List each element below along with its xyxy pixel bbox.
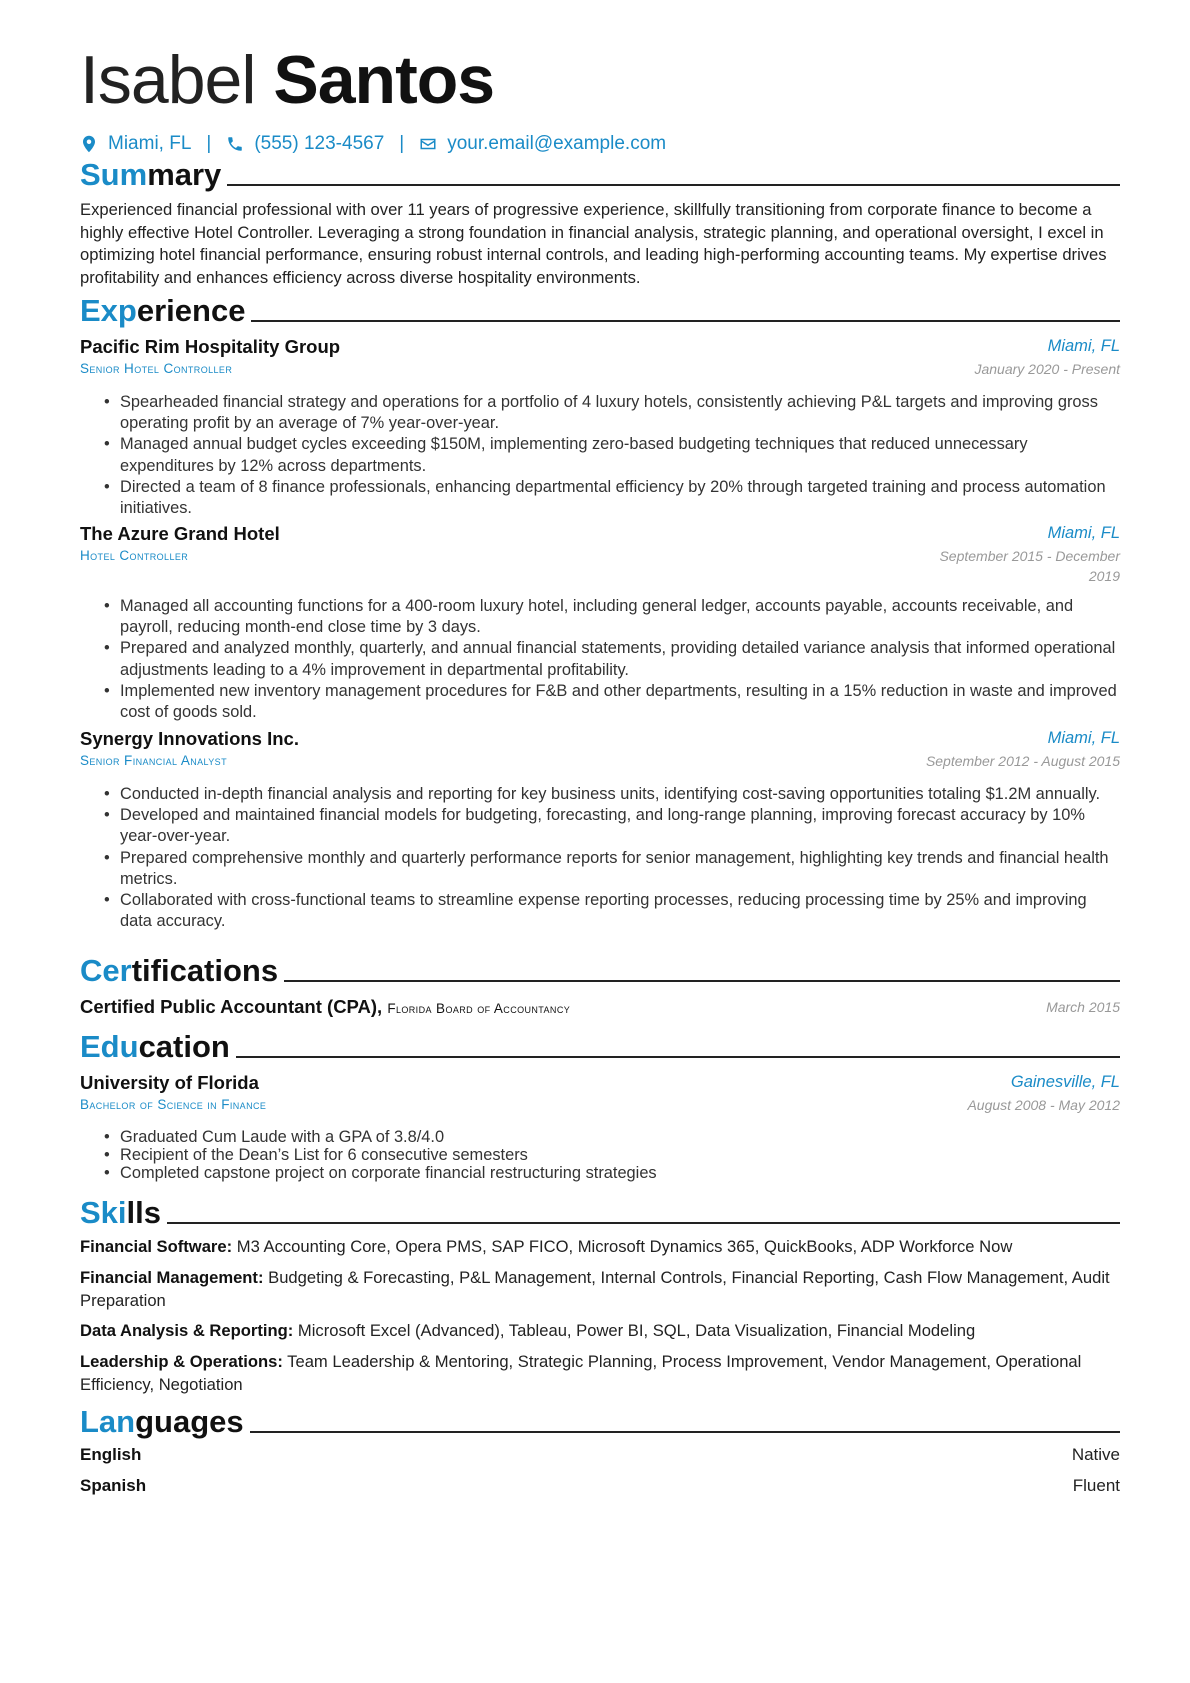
section-rule: [167, 1222, 1120, 1224]
map-pin-icon: [80, 135, 98, 153]
contact-line: [80, 133, 666, 155]
job-bullets: [120, 784, 1120, 932]
summary-text: Experienced financial professional with over 11 years of progressive experience, skillfully transitioning from corporate finance to become a highly effective Hotel Controller. Leveraging a strong foundation in financial analysis, strategic planning, and operational oversight, I excel in optimizing hotel financial performance, ensuring robust internal controls, and leading high-performing accounting teams. My expertise drives profitability and enhances efficiency across diverse hospitality environments.: [80, 200, 1107, 287]
job-location: Miami, FL: [1047, 729, 1120, 747]
section-rule: [250, 1431, 1120, 1433]
skill-label: Leadership & Operations:: [80, 1352, 283, 1371]
section-title: Certifications: [80, 953, 279, 988]
job-company: The Azure Grand Hotel: [80, 523, 280, 544]
section-title: Skills: [80, 1195, 161, 1230]
email-link: your.email@example.com: [447, 133, 667, 154]
section-title: Education: [80, 1029, 230, 1064]
job-dates-line: 2019: [1088, 568, 1120, 584]
degree: Bachelor of Science in Finance: [80, 1097, 267, 1112]
list-item: • Managed annual budget cycles exceeding $150M, implementing zero-based budgeting techniques that reduced unnecessary expenditures by 12% across departments.: [120, 434, 1120, 476]
skill-label: Financial Management:: [80, 1268, 264, 1287]
cert-name: Certified Public Accountant (CPA): [80, 996, 378, 1017]
section-certifications-heading: [80, 953, 1120, 989]
job-dates: January 2020 - Present: [974, 361, 1120, 377]
list-item: • Implemented new inventory management procedures for F&B and other departments, resulting in a 15% reduction in waste and improved cost of goods sold.: [120, 681, 1120, 723]
language-name: English: [80, 1445, 142, 1464]
contact-separator: |: [206, 133, 212, 154]
language-level: Fluent: [1072, 1476, 1120, 1495]
cert-issuer: Florida Board of Accountancy: [387, 1001, 571, 1016]
contact-separator: |: [399, 133, 405, 154]
envelope-icon: [419, 135, 437, 153]
section-rule: [284, 980, 1120, 982]
location-text: Miami, FL: [108, 133, 192, 154]
job-location: Miami, FL: [1047, 337, 1120, 355]
list-item: • Spearheaded financial strategy and operations for a portfolio of 4 luxury hotels, consistently achieving P&L targets and improving gross operating profit by an average of 7% year-over-year.: [120, 392, 1120, 434]
section-summary-heading: [80, 157, 1120, 193]
section-rule: [227, 184, 1120, 186]
skill-value: Team Leadership & Mentoring, Strategic Planning, Process Improvement, Vendor Management, Operational Efficiency, Negotiation: [80, 1352, 1082, 1394]
phone-icon: [226, 135, 244, 153]
job-bullets: [120, 392, 1120, 519]
list-item: • Graduated Cum Laude with a GPA of 3.8/4.0: [120, 1128, 1120, 1146]
list-item: • Recipient of the Dean’s List for 6 consecutive semesters: [120, 1146, 1120, 1164]
section-rule: [251, 320, 1120, 322]
job-dates-line: September 2015 - December: [939, 548, 1120, 564]
section-skills-heading: [80, 1195, 1120, 1231]
contact-phone[interactable]: [226, 133, 384, 155]
list-item: • Prepared and analyzed monthly, quarterly, and annual financial statements, providing detailed variance analysis that informed operational adjustments leading to a 4% improvement in departmental profitability.: [120, 638, 1120, 680]
skill-row: [80, 1236, 1120, 1259]
candidate-name: [80, 40, 494, 120]
list-item: • Managed all accounting functions for a 400-room luxury hotel, including general ledger, accounts payable, accounts receivable, and payroll, reducing month-end close time by 3 days.: [120, 596, 1120, 638]
list-item: • Completed capstone project on corporate financial restructuring strategies: [120, 1164, 1120, 1182]
language-name: Spanish: [80, 1476, 147, 1495]
job-dates: September 2012 - August 2015: [925, 753, 1120, 769]
section-education-heading: [80, 1029, 1120, 1065]
first-name: Isabel: [80, 42, 256, 118]
section-title: Languages: [80, 1404, 244, 1439]
list-item: • Developed and maintained financial models for budgeting, forecasting, and long-range planning, improving forecast accuracy by 10% year-over-year.: [120, 805, 1120, 847]
job-role: Senior Hotel Controller: [80, 361, 233, 376]
section-title: Summary: [80, 157, 222, 192]
list-item: • Directed a team of 8 finance professionals, enhancing departmental efficiency by 20% through targeted training and process automation initiatives.: [120, 477, 1120, 519]
skill-label: Data Analysis & Reporting:: [80, 1321, 294, 1340]
job-role: Senior Financial Analyst: [80, 753, 227, 768]
phone-text: (555) 123-4567: [254, 133, 385, 154]
job-location: Miami, FL: [1047, 524, 1120, 542]
skill-value: Microsoft Excel (Advanced), Tableau, Power BI, SQL, Data Visualization, Financial Modeling: [297, 1321, 976, 1340]
job-company: Pacific Rim Hospitality Group: [80, 336, 341, 357]
contact-location: [80, 133, 191, 155]
section-rule: [236, 1056, 1120, 1058]
list-item: • Conducted in-depth financial analysis and reporting for key business units, identifying cost-saving opportunities totaling $1.2M annually.: [120, 784, 1120, 805]
job-dates: [939, 546, 1120, 586]
skill-row: [80, 1267, 1120, 1312]
section-title: Experience: [80, 293, 246, 328]
skill-label: Financial Software:: [80, 1237, 233, 1256]
list-item: • Collaborated with cross-functional teams to streamline expense reporting processes, reducing processing time by 25% and improving data accuracy.: [120, 890, 1120, 932]
cert-date: March 2015: [1046, 999, 1120, 1015]
education-bullets: [120, 1128, 1120, 1182]
last-name: Santos: [273, 42, 495, 118]
job-role: Hotel Controller: [80, 548, 189, 563]
list-item: • Prepared comprehensive monthly and quarterly performance reports for senior management, highlighting key trends and financial health metrics.: [120, 848, 1120, 890]
cert-title: Certified Public Accountant (CPA), Florida Board of Accountancy: [80, 996, 571, 1017]
job-company: Synergy Innovations Inc.: [80, 728, 299, 749]
education-dates: August 2008 - May 2012: [967, 1097, 1120, 1113]
school-name: University of Florida: [80, 1072, 259, 1093]
school-location: Gainesville, FL: [1010, 1073, 1120, 1091]
section-languages-heading: [80, 1404, 1120, 1440]
language-level: Native: [1071, 1445, 1120, 1464]
skill-row: [80, 1351, 1120, 1396]
skill-row: [80, 1320, 1120, 1343]
section-experience-heading: [80, 293, 1120, 329]
job-bullets: [120, 596, 1120, 723]
skill-value: Budgeting & Forecasting, P&L Management, Internal Controls, Financial Reporting, Cash Flow Management, Audit Preparation: [80, 1268, 1110, 1310]
contact-email[interactable]: [419, 133, 666, 155]
skill-value: M3 Accounting Core, Opera PMS, SAP FICO, Microsoft Dynamics 365, QuickBooks, ADP Workforce Now: [236, 1237, 1013, 1256]
